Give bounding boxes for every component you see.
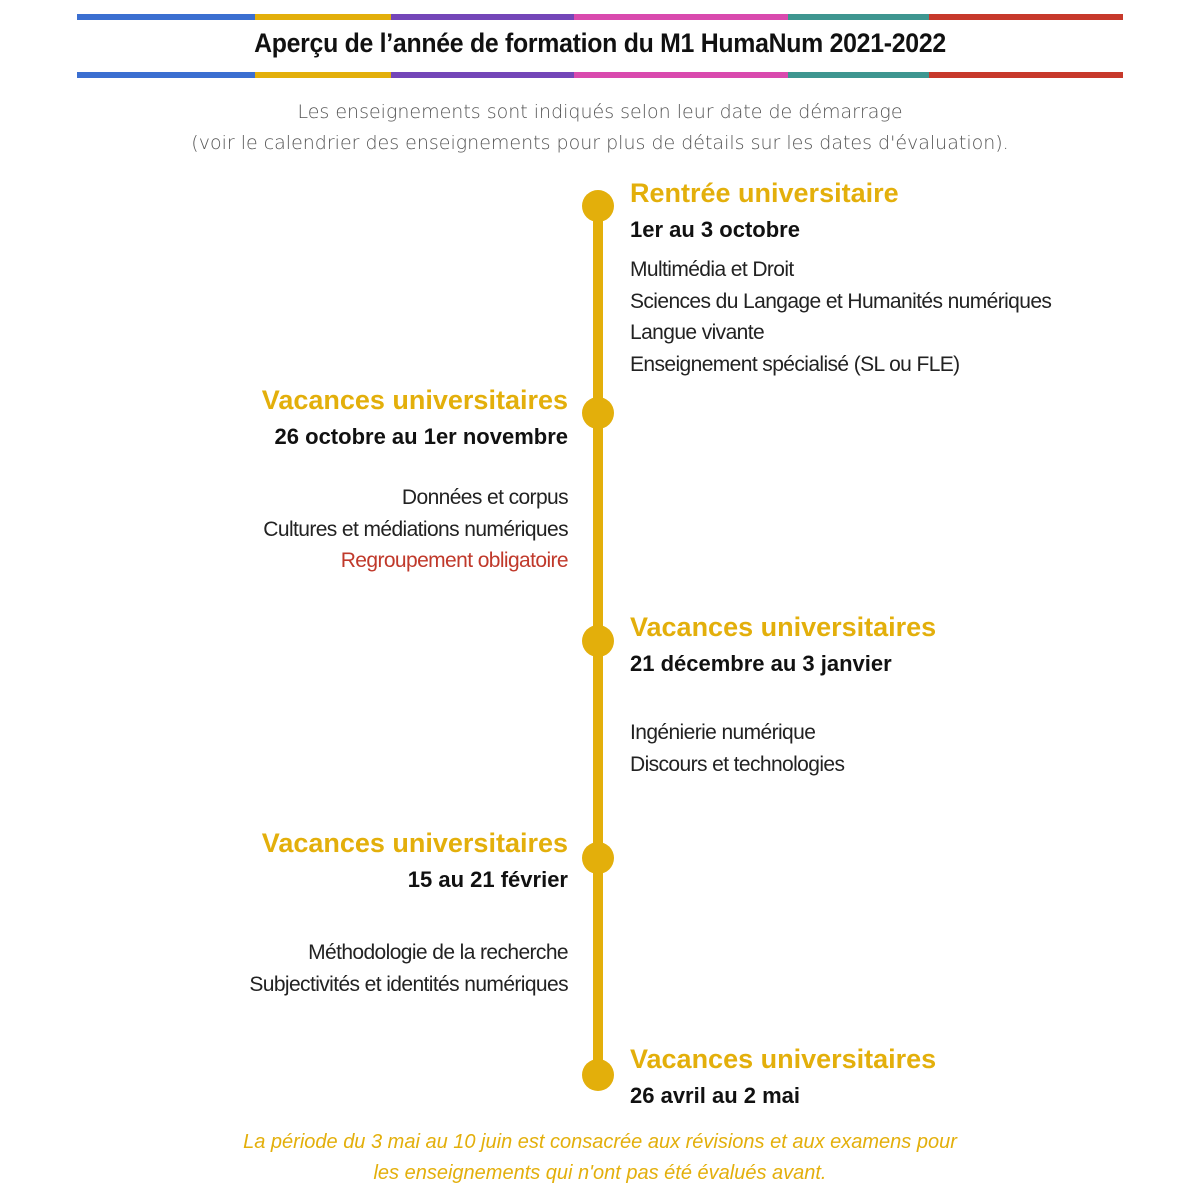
event-date: 21 décembre au 3 janvier [630,651,892,676]
stripe-segment [255,14,391,20]
page-title: Aperçu de l’année de formation du M1 HumaNum 2021-2022 [254,28,946,58]
event-heading: Vacances universitaires [630,612,937,642]
stripe-segment [255,72,391,78]
event-4-courses [48,937,568,1000]
stripe-segment [929,14,1123,20]
stripe-segment [391,72,574,78]
course-item: Cultures et médiations numériques [263,517,568,541]
course-item: Discours et technologies [630,752,845,776]
course-item-highlight: Regroupement obligatoire [340,549,568,572]
event-3-courses [630,717,1150,780]
footer-note-line-1: La période du 3 mai au 10 juin est consacrée aux révisions et aux examens pour [243,1131,957,1153]
timeline-dot-2 [582,397,614,429]
stripe-segment [574,14,788,20]
event-1-courses [630,254,1150,380]
stripe-segment [788,72,929,78]
footer-note-line-2: les enseignements qui n'ont pas été évalués avant. [373,1162,827,1184]
stripe-segment [929,72,1123,78]
event-heading: Vacances universitaires [261,828,568,858]
timeline-dot-1 [582,190,614,222]
course-item: Sciences du Langage et Humanités numériques [630,289,1052,313]
course-item: Données et corpus [401,486,568,509]
timeline-dot-3 [582,625,614,657]
course-item: Subjectivités et identités numériques [249,972,568,996]
timeline-dot-4 [582,842,614,874]
event-date: 26 avril au 2 mai [630,1083,800,1108]
event-2-courses [48,482,568,577]
timeline-event-3 [630,611,1150,679]
stripe-segment [77,72,255,78]
event-date: 26 octobre au 1er novembre [274,424,568,449]
event-date: 15 au 21 février [407,867,568,892]
course-item: Langue vivante [630,321,765,344]
course-item: Ingénierie numérique [630,721,816,744]
timeline-event-1 [630,177,1150,245]
course-item: Méthodologie de la recherche [308,941,568,964]
course-item: Multimédia et Droit [630,258,794,281]
timeline-event-4 [48,827,568,895]
timeline-event-2 [48,384,568,452]
event-date: 1er au 3 octobre [630,217,800,242]
course-item: Enseignement spécialisé (SL ou FLE) [630,352,960,376]
subtitle-line-2: (voir le calendrier des enseignements pour plus de détails sur les dates d'évaluation). [191,132,1009,154]
event-heading: Vacances universitaires [630,1044,937,1074]
event-heading: Rentrée universitaire [630,178,899,208]
stripe-segment [77,14,255,20]
event-heading: Vacances universitaires [261,385,568,415]
stripe-segment [391,14,574,20]
stripe-segment [788,14,929,20]
subtitle-line-1: Les enseignements sont indiqués selon leur date de démarrage [297,101,903,123]
stripe-segment [574,72,788,78]
timeline-dot-5 [582,1059,614,1091]
timeline-event-5 [630,1043,1150,1111]
top-color-stripe [77,14,1123,20]
bottom-color-stripe [77,72,1123,78]
